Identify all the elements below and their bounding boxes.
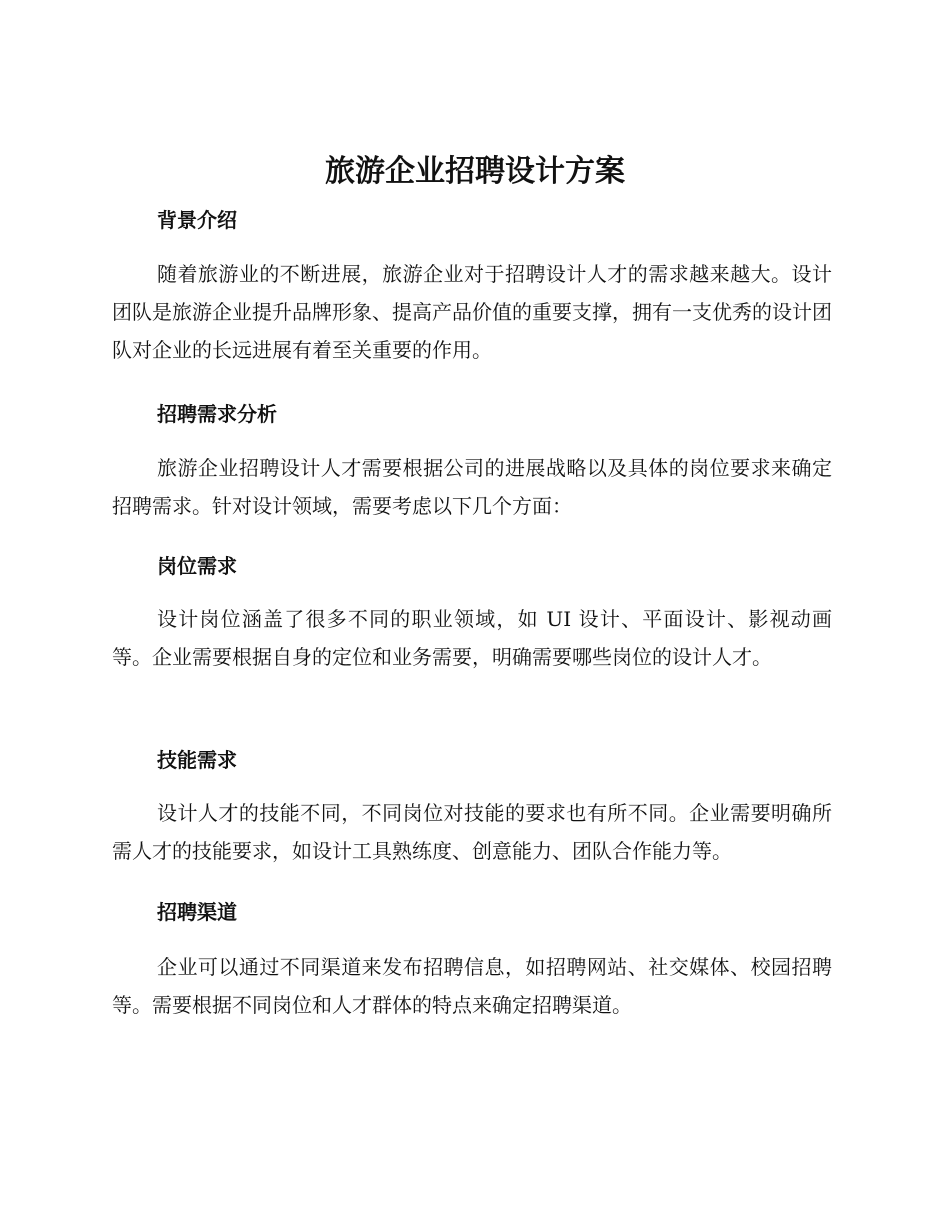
- section-body-background: 随着旅游业的不断进展，旅游企业对于招聘设计人才的需求越来越大。设计团队是旅游企业提升品牌形象、提高产品价值的重要支撑，拥有一支优秀的设计团队对企业的长远进展有着至关重要的作用。: [112, 262, 832, 362]
- section-heading-requirement-analysis: 招聘需求分析: [157, 402, 277, 426]
- section-heading-recruitment-channels: 招聘渠道: [157, 900, 237, 924]
- section-body-position-needs: 设计岗位涵盖了很多不同的职业领域，如 UI 设计、平面设计、影视动画等。企业需要根据自身的定位和业务需要，明确需要哪些岗位的设计人才。: [112, 607, 832, 669]
- section-body-skill-needs: 设计人才的技能不同，不同岗位对技能的要求也有所不同。企业需要明确所需人才的技能要求，如设计工具熟练度、创意能力、团队合作能力等。: [112, 801, 832, 863]
- section-heading-background: 背景介绍: [157, 208, 237, 232]
- document-title: 旅游企业招聘设计方案: [325, 154, 625, 189]
- section-heading-position-needs: 岗位需求: [157, 554, 237, 578]
- section-heading-skill-needs: 技能需求: [157, 748, 237, 772]
- section-body-requirement-analysis: 旅游企业招聘设计人才需要根据公司的进展战略以及具体的岗位要求来确定招聘需求。针对设计领域，需要考虑以下几个方面：: [112, 456, 832, 518]
- section-body-recruitment-channels: 企业可以通过不同渠道来发布招聘信息，如招聘网站、社交媒体、校园招聘等。需要根据不同岗位和人才群体的特点来确定招聘渠道。: [112, 955, 832, 1017]
